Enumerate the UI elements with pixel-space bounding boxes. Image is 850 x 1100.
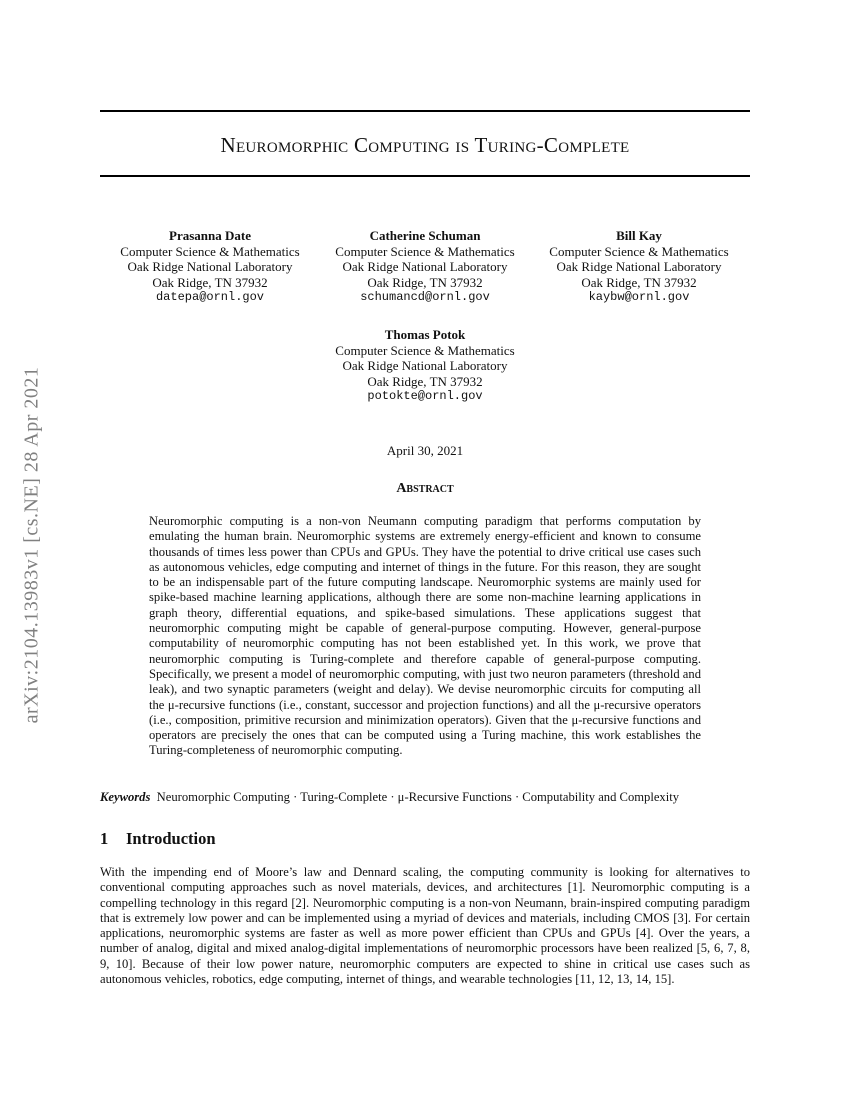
keywords-line (100, 790, 750, 805)
author-institution: Oak Ridge National Laboratory (342, 259, 508, 274)
abstract-text: Neuromorphic computing is a non-von Neumann computing paradigm that performs computation by emulating the human brain. Neuromorphic systems are extremely energy-efficient and known to consume thousands of times less power than CPUs and GPUs. They have the potential to drive critical use cases such as autonomous vehicles, edge computing and internet of things in the future. For this reason, they are sought to be an indispensable part of the future computing landscape. Neuromorphic systems are mainly used for spike-based machine learning applications, although there are some non-machine learning applications in graph theory, differential equations, and spike-based simulations. These applications suggest that neuromorphic computing might be capable of general-purpose computing. However, general-purpose computability of neuromorphic computing has not been established yet. In this work, we prove that neuromorphic computing is Turing-complete and therefore capable of general-purpose computing. Specifically, we present a model of neuromorphic computing, with just two neuron parameters (threshold and leak), and two synaptic parameters (weight and delay). We devise neuromorphic circuits for computing all the μ-recursive functions (i.e., constant, successor and projection functions) and all the μ-recursive operators (i.e., composition, primitive recursion and minimization operators). Given that the μ-recursive functions and operators are precisely the ones that can be computed using a Turing machine, this work establishes the Turing-completeness of neuromorphic computing. (149, 514, 701, 758)
author-block (320, 228, 530, 306)
paper-date: April 30, 2021 (386, 443, 464, 458)
abstract-heading: Abstract (396, 481, 454, 496)
author-location: Oak Ridge, TN 37932 (367, 274, 483, 290)
keywords-label: Keywords (100, 790, 151, 804)
author-department: Computer Science & Mathematics (335, 342, 515, 358)
title-rule-top (100, 110, 750, 112)
section-heading (100, 829, 216, 849)
paper-title: Neuromorphic Computing is Turing-Complete (220, 133, 630, 157)
author-institution: Oak Ridge National Laboratory (556, 259, 722, 274)
author-name: Prasanna Date (169, 228, 251, 243)
title-rule-bottom (100, 175, 750, 177)
author-name: Bill Kay (616, 228, 662, 243)
author-department: Computer Science & Mathematics (335, 243, 515, 259)
section-number: 1 (100, 829, 109, 848)
author-department: Computer Science & Mathematics (120, 243, 300, 259)
section-title: Introduction (126, 829, 216, 848)
arxiv-identifier (20, 295, 44, 795)
author-email[interactable]: potokte@ornl.gov (367, 389, 483, 403)
author-block (105, 228, 315, 306)
author-location: Oak Ridge, TN 37932 (152, 274, 268, 290)
author-block (534, 228, 744, 306)
author-location: Oak Ridge, TN 37932 (367, 373, 483, 389)
author-block (320, 327, 530, 405)
arxiv-identifier-text: arXiv:2104.13983v1 [cs.NE] 28 Apr 2021 (20, 366, 43, 724)
intro-paragraph: With the impending end of Moore’s law and Dennard scaling, the computing community is looking for alternatives to conventional computing approaches such as novel materials, devices, and architectures [1]. Neuromorphic computing is a compelling technology in this regard [2]. Neuromorphic computing is a non-von Neumann, brain-inspired computing paradigm that is extremely low power and can be implemented using a myriad of devices and materials, including CMOS [3]. For certain applications, neuromorphic systems are faster as well as more power efficient than CPUs and GPUs [4]. Over the years, a number of analog, digital and mixed analog-digital implementations of neuromorphic processors have been realized [5, 6, 7, 8, 9, 10]. Because of their low power nature, neuromorphic computers are expected to shine in critical use cases such as autonomous vehicles, robotics, edge computing, internet of things, and wearable technologies [11, 12, 13, 14, 15]. (100, 865, 750, 987)
author-department: Computer Science & Mathematics (549, 243, 729, 259)
author-location: Oak Ridge, TN 37932 (581, 274, 697, 290)
author-name: Thomas Potok (384, 327, 466, 342)
author-institution: Oak Ridge National Laboratory (342, 358, 508, 373)
keywords-list: Neuromorphic Computing · Turing-Complete · μ-Recursive Functions · Computability and Complexity (156, 790, 680, 804)
author-name: Catherine Schuman (369, 228, 481, 243)
author-email[interactable]: kaybw@ornl.gov (588, 290, 690, 304)
author-email[interactable]: schumancd@ornl.gov (360, 290, 490, 304)
author-email[interactable]: datepa@ornl.gov (155, 290, 265, 304)
author-institution: Oak Ridge National Laboratory (127, 259, 293, 274)
